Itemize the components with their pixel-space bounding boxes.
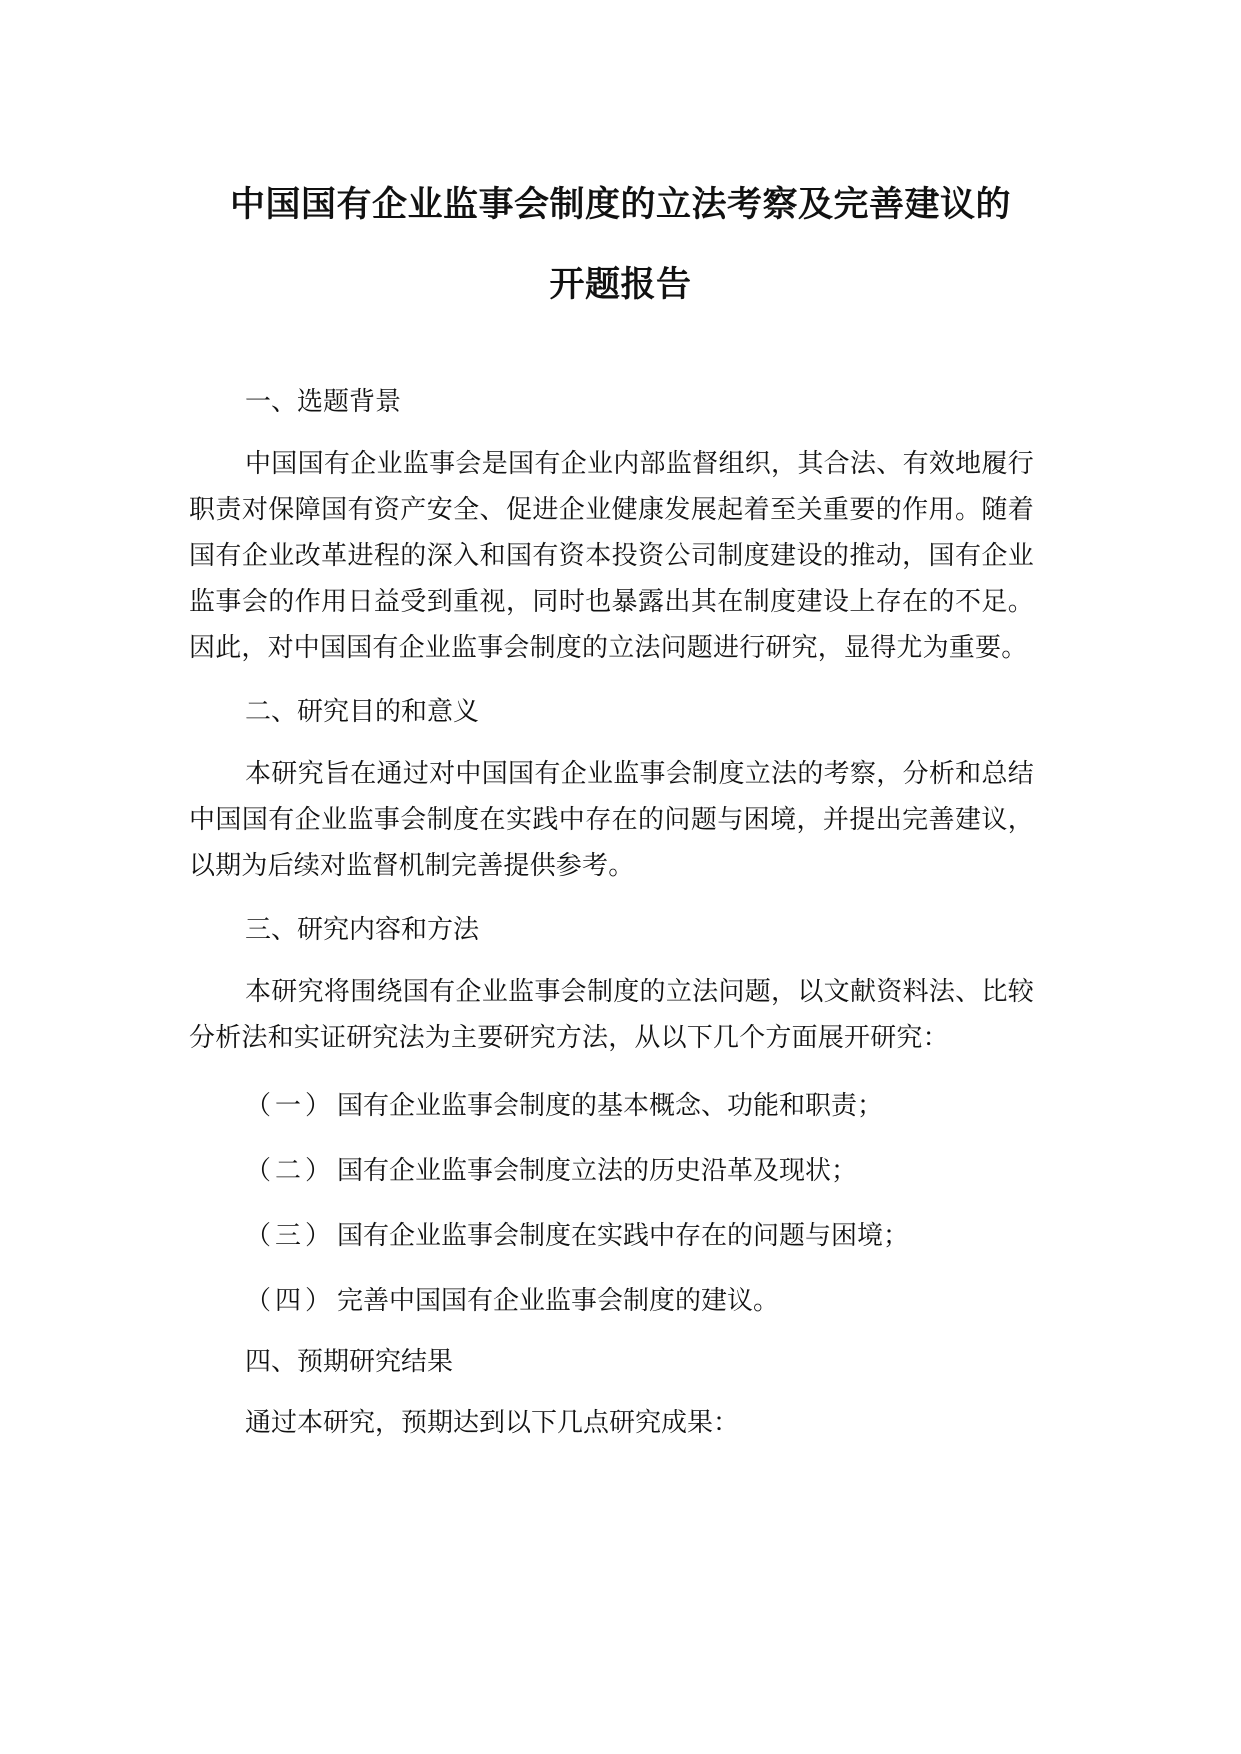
section-heading-purpose: 二、研究目的和意义 [245, 697, 480, 727]
section-heading-methods: 三、研究内容和方法 [245, 915, 480, 945]
list-item-number: （二） [245, 1156, 336, 1186]
list-item-number: （一） [245, 1091, 336, 1121]
document-title-line2: 开题报告 [549, 265, 692, 305]
list-item-number: （四） [245, 1286, 336, 1316]
list-item-text: 国有企业监事会制度的基本概念、功能和职责； [337, 1091, 884, 1121]
section-paragraph-purpose: 本研究旨在通过对中国国有企业监事会制度立法的考察，分析和总结中国国有企业监事会制度在实践中存在的问题与困境，并提出完善建议，以期为后续对监督机制完善提供参考。 [189, 759, 1034, 881]
section-heading-background: 一、选题背景 [245, 387, 402, 417]
list-item-number: （三） [245, 1221, 336, 1251]
list-item [189, 1074, 1034, 1139]
list-item-text: 国有企业监事会制度在实践中存在的问题与困境； [337, 1221, 910, 1251]
list-item-text: 国有企业监事会制度立法的历史沿革及现状； [337, 1156, 858, 1186]
section-paragraph-methods: 本研究将围绕国有企业监事会制度的立法问题，以文献资料法、比较分析法和实证研究法为主要研究方法，从以下几个方面展开研究： [189, 977, 1034, 1053]
document-title-line1: 中国国有企业监事会制度的立法考察及完善建议的 [229, 185, 1011, 225]
list-item [189, 1204, 1034, 1269]
section-heading-expected-results: 四、预期研究结果 [245, 1347, 454, 1377]
section-paragraph-expected-results: 通过本研究，预期达到以下几点研究成果： [245, 1408, 740, 1438]
list-item [189, 1269, 1034, 1334]
section-paragraph-background: 中国国有企业监事会是国有企业内部监督组织，其合法、有效地履行职责对保障国有资产安全、促进企业健康发展起着至关重要的作用。随着国有企业改革进程的深入和国有资本投资公司制度建设的推动，国有企业监事会的作用日益受到重视，同时也暴露出其在制度建设上存在的不足。因此，对中国国有企业监事会制度的立法问题进行研究，显得尤为重要。 [189, 449, 1034, 663]
list-item [189, 1139, 1034, 1204]
document-body [189, 374, 1034, 1456]
list-item-text: 完善中国国有企业监事会制度的建议。 [337, 1286, 780, 1316]
research-content-list [189, 1074, 1034, 1334]
